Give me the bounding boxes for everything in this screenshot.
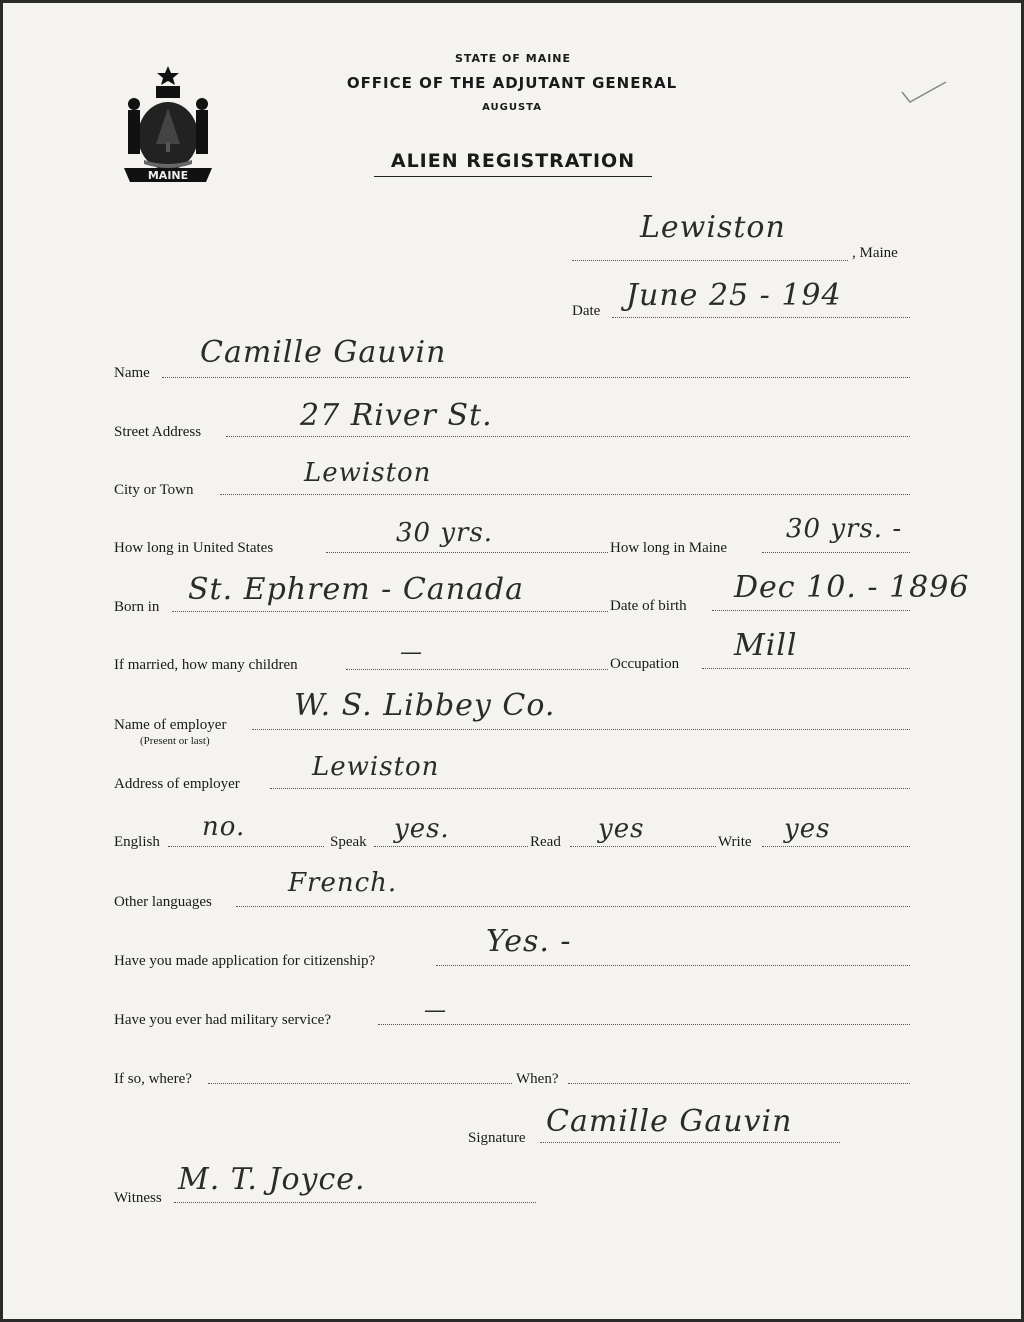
military-label: Have you ever had military service? <box>114 1012 331 1028</box>
name-label: Name <box>114 365 150 381</box>
speak-label: Speak <box>330 834 367 850</box>
occupation-line <box>702 668 910 669</box>
witness-label: Witness <box>114 1190 162 1206</box>
citizenship-label: Have you made application for citizenship? <box>114 953 376 969</box>
military-entry: — <box>424 998 447 1023</box>
header-state: STATE OF MAINE <box>454 52 572 65</box>
street-entry: 27 River St. <box>300 398 493 433</box>
employer-address-label: Address of employer <box>114 776 240 792</box>
how-long-us-entry: 30 yrs. <box>396 518 494 548</box>
english-entry: no. <box>202 812 246 842</box>
write-label: Write <box>718 834 752 850</box>
signature-label: Signature <box>468 1130 526 1146</box>
english-line <box>168 846 324 847</box>
signature-line <box>540 1142 840 1143</box>
occupation-label: Occupation <box>610 656 680 672</box>
write-line <box>762 846 910 847</box>
when-label: When? <box>516 1071 559 1087</box>
header-office: OFFICE OF THE ADJUTANT GENERAL <box>346 74 678 92</box>
where-line <box>208 1083 512 1084</box>
children-label: If married, how many children <box>114 657 298 673</box>
town-entry: Lewiston <box>640 210 786 245</box>
maine-label: , Maine <box>852 245 898 261</box>
speak-line <box>374 846 528 847</box>
signature-entry: Camille Gauvin <box>546 1104 793 1139</box>
how-long-maine-label: How long in Maine <box>610 540 728 556</box>
name-line <box>162 377 910 378</box>
read-label: Read <box>530 834 561 850</box>
other-languages-entry: French. <box>288 868 398 898</box>
other-languages-line <box>236 906 910 907</box>
title-underline <box>374 176 652 177</box>
employer-line <box>252 729 910 730</box>
name-entry: Camille Gauvin <box>200 335 447 370</box>
citizenship-line <box>436 965 910 966</box>
employer-sublabel: (Present or last) <box>140 735 210 747</box>
city-label: City or Town <box>114 482 194 498</box>
date-of-birth-line <box>712 610 910 611</box>
employer-entry: W. S. Libbey Co. <box>294 688 556 723</box>
citizenship-entry: Yes. - <box>486 924 572 959</box>
english-label: English <box>114 834 160 850</box>
city-entry: Lewiston <box>304 458 432 488</box>
how-long-us-label: How long in United States <box>114 540 274 556</box>
how-long-us-line <box>326 552 608 553</box>
street-line <box>226 436 910 437</box>
speak-entry: yes. <box>394 814 450 844</box>
children-line <box>346 669 608 670</box>
date-line <box>612 317 910 318</box>
date-of-birth-label: Date of birth <box>610 598 687 614</box>
born-in-label: Born in <box>114 599 160 615</box>
header-city: AUGUSTA <box>482 102 542 113</box>
other-languages-label: Other languages <box>114 894 212 910</box>
town-line <box>572 260 848 261</box>
read-line <box>570 846 716 847</box>
date-of-birth-entry: Dec 10. - 1896 <box>734 570 970 605</box>
employer-address-entry: Lewiston <box>312 752 440 782</box>
employer-label: Name of employer <box>114 717 227 733</box>
occupation-entry: Mill <box>734 628 798 663</box>
where-label: If so, where? <box>114 1071 192 1087</box>
children-entry: — <box>400 640 423 665</box>
seal-motto: MAINE <box>147 169 189 182</box>
date-entry: June 25 - 194 <box>626 278 842 313</box>
check-mark-icon <box>900 78 950 108</box>
form-title: ALIEN REGISTRATION <box>390 150 636 172</box>
employer-address-line <box>270 788 910 789</box>
when-line <box>568 1083 910 1084</box>
write-entry: yes <box>784 814 831 844</box>
city-line <box>220 494 910 495</box>
how-long-maine-line <box>762 552 910 553</box>
date-label: Date <box>572 303 601 319</box>
read-entry: yes <box>598 814 645 844</box>
witness-line <box>174 1202 536 1203</box>
street-label: Street Address <box>114 424 202 440</box>
military-line <box>378 1024 910 1025</box>
born-in-line <box>172 611 608 612</box>
born-in-entry: St. Ephrem - Canada <box>188 572 524 607</box>
witness-entry: M. T. Joyce. <box>178 1162 366 1197</box>
how-long-maine-entry: 30 yrs. - <box>786 514 903 544</box>
